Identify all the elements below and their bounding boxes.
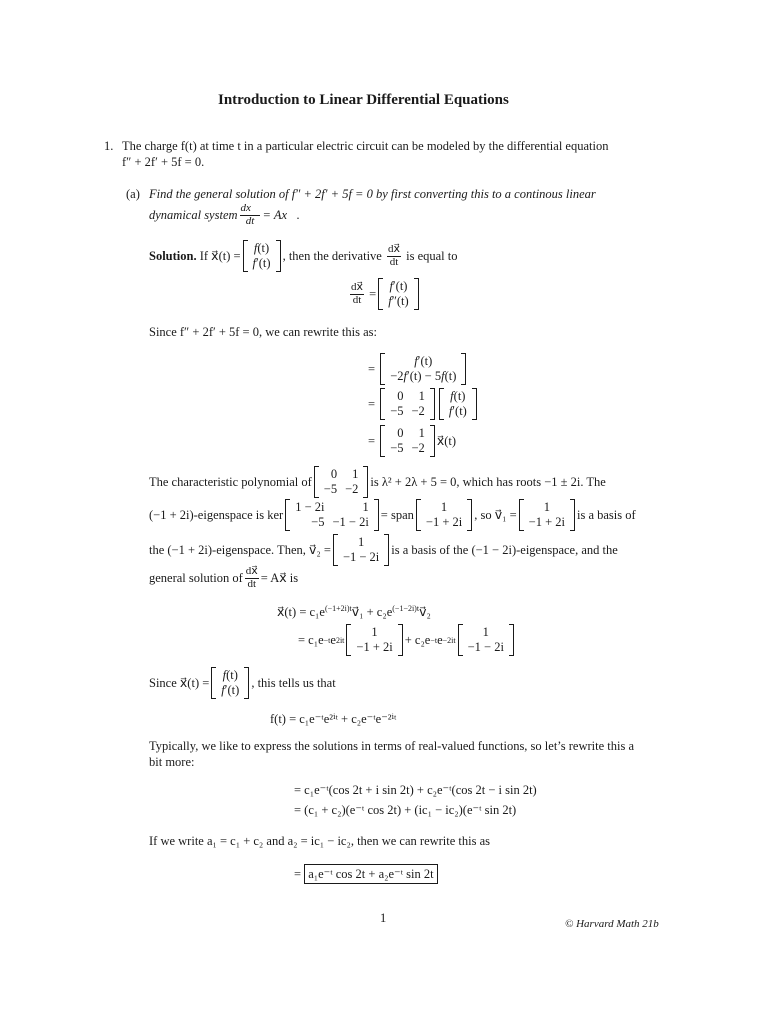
f-fprime-matrix: f(t) f′(t) [211,667,249,699]
final-eq-sign: = [294,866,302,881]
general-solution-1: x⃗(t) = $c_1e^{(-1+2i)t}v⃗_1$ + $c_2e^{(-1-2i)t}v⃗_2$ [277,604,431,620]
coefficient-matrix: 0 1 −5 −2 [380,388,435,420]
solution-derivative-text: , then the derivative [282,248,382,263]
eigen2-prefix: the (−1 + 2i)-eigenspace. Then, [149,542,306,557]
since-x-suffix: , this tells us that [251,675,336,690]
f-solution: f(t) = c₁e⁻ᵗe²ⁱᵗ + c₂e⁻ᵗe⁻²ⁱᵗ [270,712,397,726]
rewrite-step-3: = 0 1 −5 −2 x⃗(t) [368,426,457,455]
char-poly-prefix: The characteristic polynomial of [149,474,312,489]
page-number: 1 [380,911,387,925]
copyright: © Harvard Math 21b [565,918,659,930]
dx-dt-fraction: $\frac{dx⃗}{dt}$ [351,280,364,306]
dx-dt-fraction: $\frac{dx⃗}{dt}$ [245,565,258,590]
problem-equation: f″ + 2f′ + 5f = 0. [122,155,205,169]
v1-vector: 1 −1 + 2i [346,624,402,656]
rewrite-matrix-1: f′(t) −2f′(t) − 5f(t) [380,353,466,385]
ker-matrix: 1 − 2i 1 −5 −1 − 2i [285,499,379,531]
rewrite-real-1: = c₁e⁻ᵗ(cos 2t + i sin 2t) + c₂e⁻ᵗ(cos 2t − i sin 2t) [294,783,537,797]
part-a-prefix: dynamical system [149,207,238,222]
eigen-span: = span [380,507,414,522]
eigen-line-2: the (−1 + 2i)-eigenspace. Then, v⃗₂ = 1 −1 − 2i is a basis of the (−1 − 2i)-eigenspace, and the [149,535,618,564]
derivative-equation: $\frac{dx⃗}{dt}$ = f′(t) f″(t) [348,278,421,310]
eigen-so: , so [474,507,492,522]
problem-number: 1. [104,139,114,153]
final-answer-box: a₁e⁻ᵗ cos 2t + a₂e⁻ᵗ sin 2t [304,864,437,884]
f-fprime-matrix: f(t) f′(t) [243,240,281,272]
char-poly-suffix: is λ² + 2λ + 5 = 0, which has roots −1 ± 2i. The [370,474,606,489]
solution-if: If [199,248,209,263]
general-line [149,566,298,590]
span-vector: 1 −1 + 2i [416,499,472,531]
v1-vector: 1 −1 + 2i [519,499,575,531]
if-we-write-line: If we write a₁ = c₁ + c₂ and a₂ = ic₁ − ic₂, then we can rewrite this as [149,834,491,848]
general-prefix: general solution of [149,570,243,585]
rewrite-step-2: = 0 1 −5 −2 f(t) f′(t) [368,388,479,420]
general-suffix: = Ax⃗ is [260,571,299,586]
since-x-prefix: Since [149,675,177,690]
rewrite-step-1: = f′(t) −2f′(t) − 5f(t) [368,353,468,385]
x-of-t: x⃗(t) = [211,249,241,263]
eigen-prefix: (−1 + 2i)-eigenspace is ker [149,507,284,522]
coefficient-matrix: 0 1 −5 −2 [314,466,369,498]
final-answer-line [294,864,438,884]
eigen2-suffix: is a basis of the (−1 − 2i)-eigenspace, and the [391,542,618,557]
fprime-fdoubleprime-matrix: f′(t) f″(t) [378,278,419,310]
x-vector: x⃗(t) [436,434,457,448]
general-solution-2: = c₁e −t e 2it 1 −1 + 2i + c₂e −t e −2it 1 −1 − 2i [298,624,516,656]
page-title: Introduction to Linear Differential Equations [218,92,509,108]
problem-text: The charge f(t) at time t in a particular electric circuit can be modeled by the differential equation [122,139,609,153]
solution-intro [149,240,458,272]
typically-line-2: bit more: [149,755,195,769]
part-a-label: (a) [126,187,140,201]
part-a-suffix: = Ax⃗. [262,207,300,222]
since-line: Since f″ + 2f′ + 5f = 0, we can rewrite this as: [149,325,377,339]
dx-dt-fraction: $\frac{dx⃗}{dt}$ [387,242,400,268]
f-fprime-matrix: f(t) f′(t) [439,388,477,420]
char-poly-line [149,466,606,498]
part-a-text: Find the general solution of f″ + 2f′ + 5f = 0 by first converting this to a continous linear [149,187,596,201]
coefficient-matrix: 0 1 −5 −2 [380,425,435,457]
typically-line-1: Typically, we like to express the solutions in terms of real-valued functions, so let’s rewrite this a [149,739,635,753]
v2-vector: 1 −1 − 2i [458,624,514,656]
dx-dt-fraction: $\frac{dx⃗}{dt}$ [240,202,260,227]
solution-label: Solution. [149,248,197,263]
eigen-line: (−1 + 2i)-eigenspace is ker 1 − 2i 1 −5 −1 − 2i = span 1 −1 + 2i , so v⃗₁ = 1 −1 + 2i is a basis of [149,500,636,529]
v2-vector: 1 −1 − 2i [333,534,389,566]
eigen-basis: is a basis of [576,507,636,522]
solution-equal-to: is equal to [406,248,458,263]
part-a-line2 [149,203,300,227]
since-x-line: Since x⃗(t) = f(t) f′(t) , this tells us that [149,668,336,697]
rewrite-real-2: = (c₁ + c₂)(e⁻ᵗ cos 2t) + (ic₁ − ic₂)(e⁻ᵗ sin 2t) [294,803,517,817]
